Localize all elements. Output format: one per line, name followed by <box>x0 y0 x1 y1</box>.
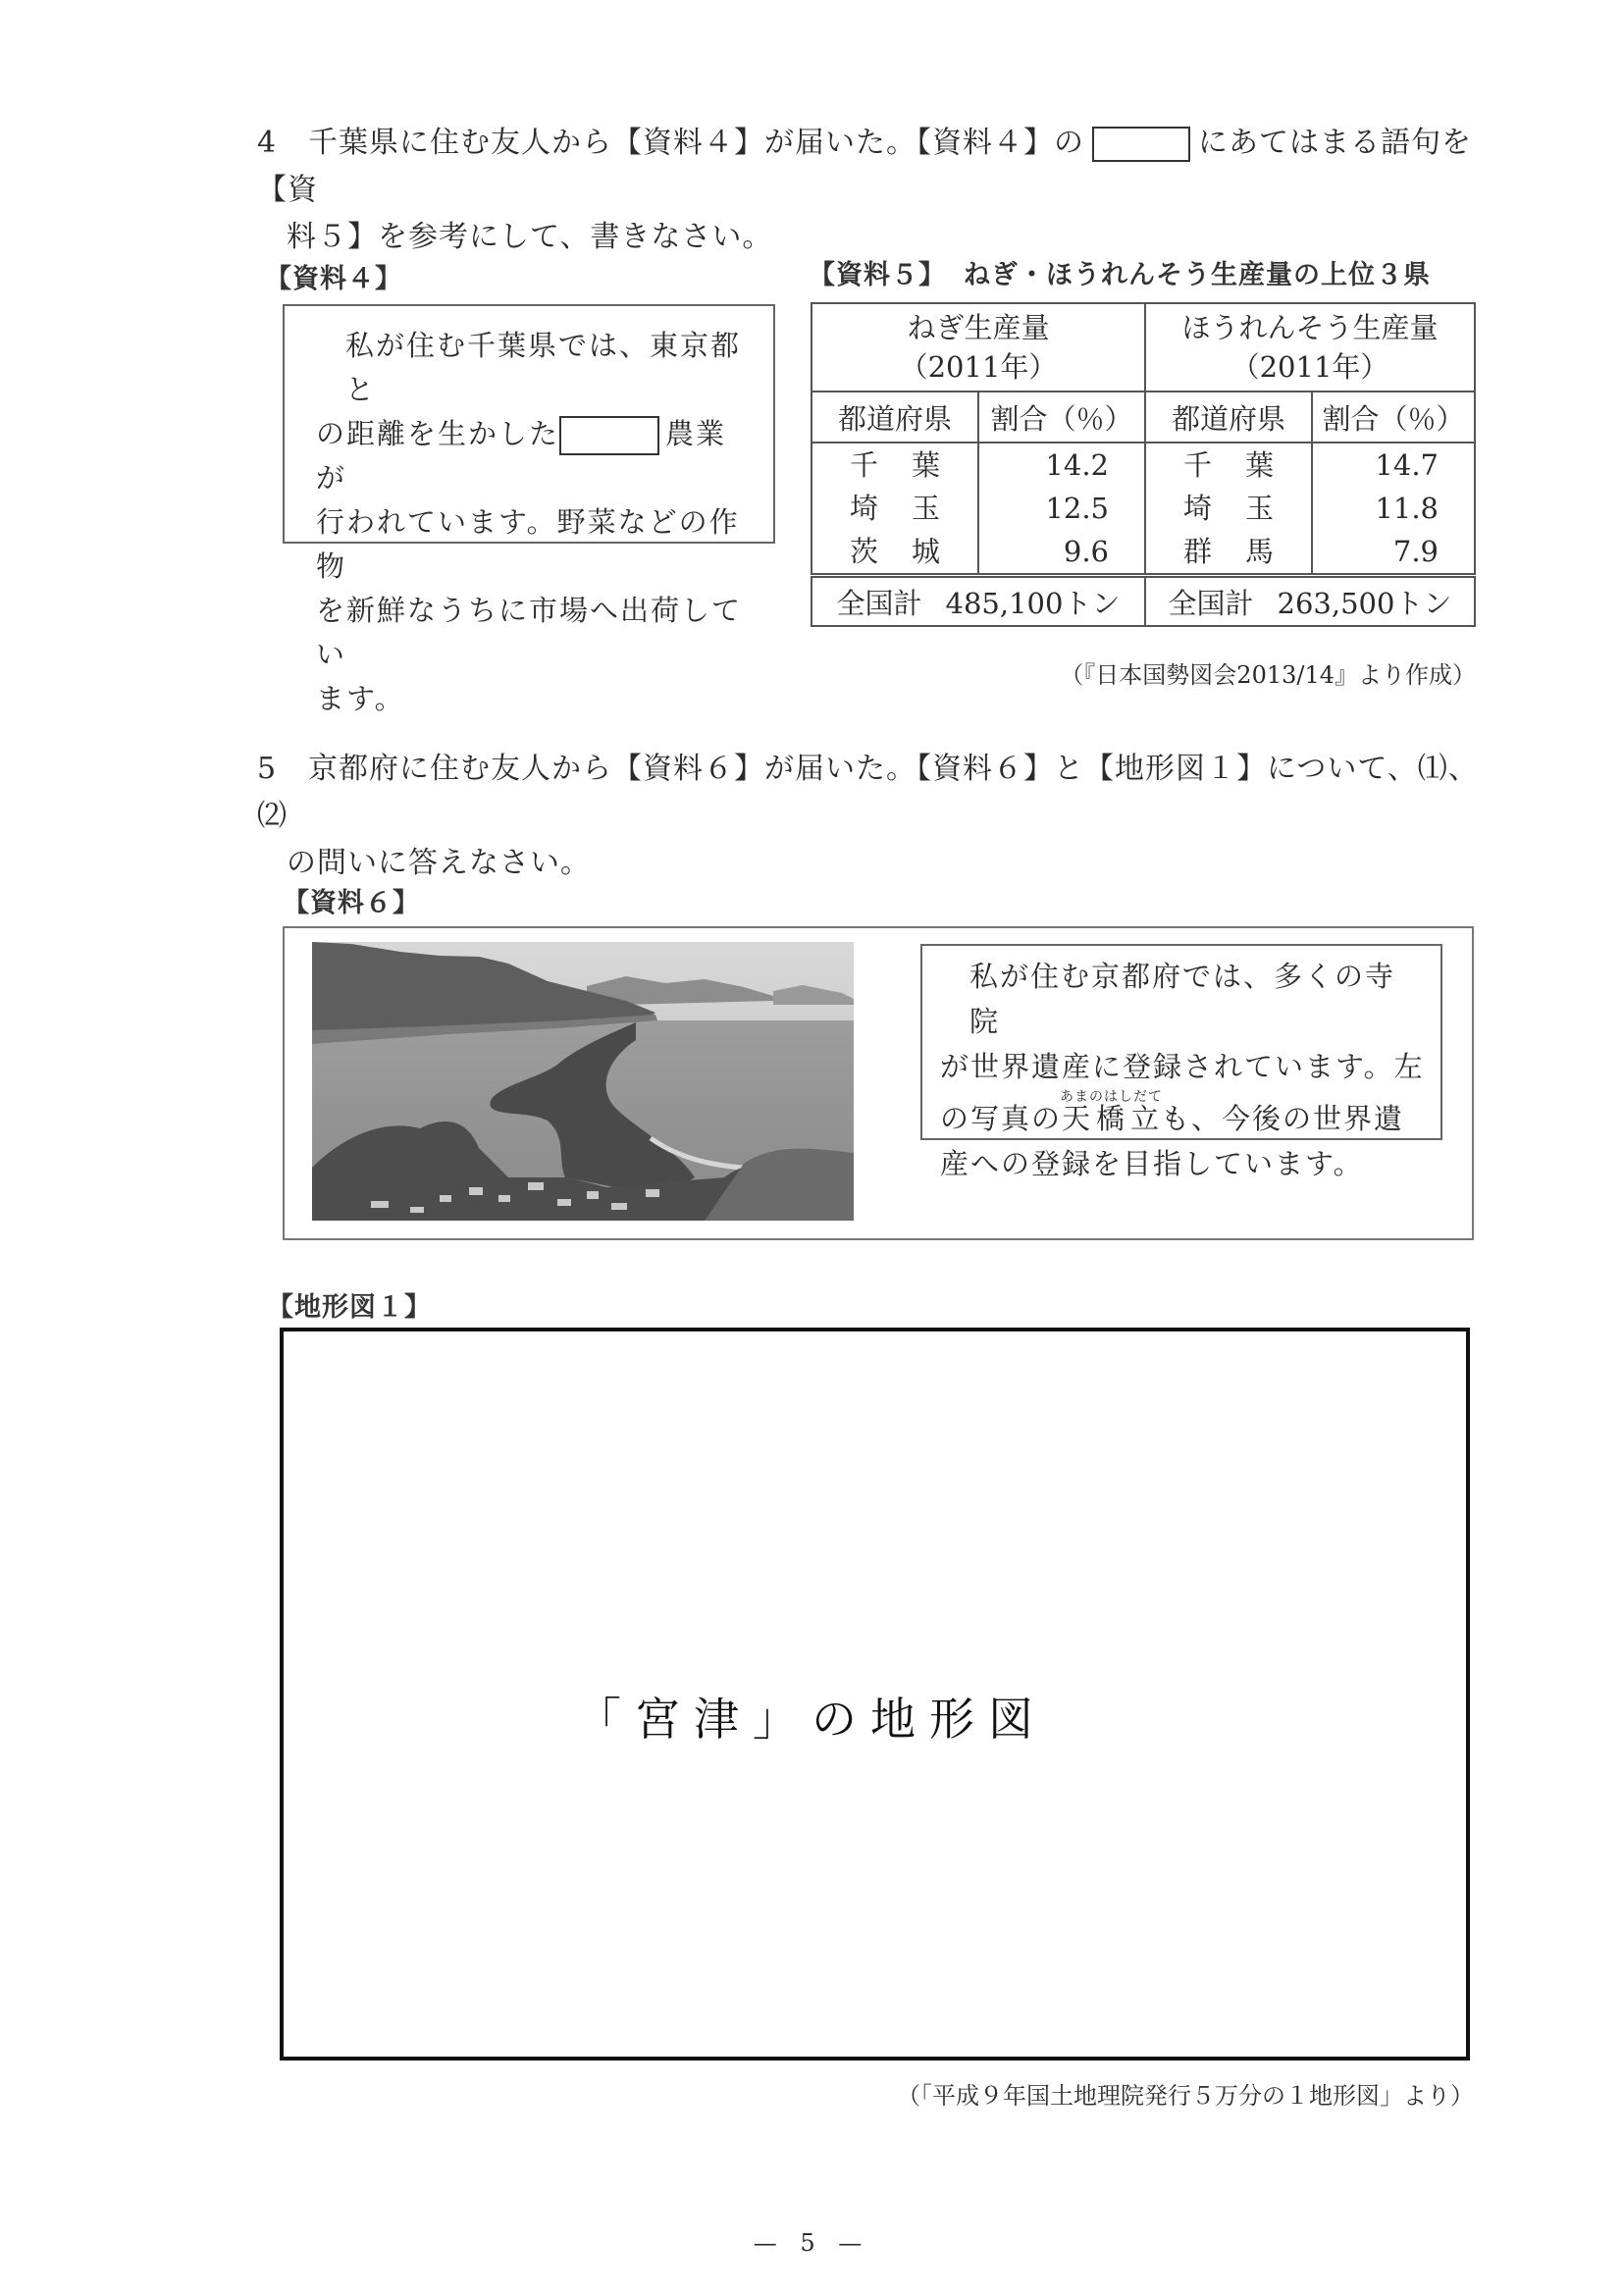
question-text-cont: にあてはまる語句を【資 <box>257 126 1472 207</box>
group-name: ほうれんそう生産量 <box>1181 311 1439 344</box>
question-text-line2: 料５】を参考にして、書きなさい。 <box>287 220 773 254</box>
pct-value: 14.2 <box>1045 448 1109 482</box>
group-year: （2011年） <box>1230 350 1389 384</box>
material-6-label: 【資料６】 <box>283 888 420 918</box>
pct-cell <box>978 443 1145 576</box>
question-text: 京都府に住む友人から【資料６】が届いた。【資料６】と【地形図１】について、⑴、⑵ <box>257 752 1479 833</box>
column-header: 都道府県 <box>812 391 978 443</box>
text-segment: 農業が <box>316 417 727 495</box>
question-4 <box>257 120 1493 261</box>
group-year: （2011年） <box>899 350 1058 384</box>
material-5-heading: ねぎ・ほうれんそう生産量の上位３県 <box>964 260 1431 290</box>
question-text: 千葉県に住む友人から【資料４】が届いた。【資料４】の <box>308 126 1084 160</box>
total-value: 485,100トン <box>945 586 1121 620</box>
text-segment: の距離を生かした <box>316 417 560 450</box>
total-label: 全国計 <box>1168 586 1254 620</box>
pct-value: 9.6 <box>1063 535 1109 568</box>
material-5-label: 【資料５】 <box>809 260 946 290</box>
ruby-base: 天橋立 <box>1060 1102 1164 1135</box>
group-name: ねぎ生産量 <box>907 311 1050 344</box>
pref-name: 茨城 <box>849 535 973 568</box>
pref-name: 埼玉 <box>1182 492 1307 525</box>
group-header <box>1145 303 1475 391</box>
production-table <box>811 302 1476 627</box>
material-4-line: ます。 <box>316 682 405 715</box>
text-segment: も、今後の世界遺 <box>1161 1102 1405 1135</box>
ruby-reading: あまのはしだて <box>1060 1089 1164 1105</box>
material-6-line: 私が住む京都府では、多くの寺院 <box>969 960 1396 1038</box>
answer-blank-box <box>1092 127 1190 162</box>
pref-name: 千葉 <box>849 448 973 482</box>
column-header: 都道府県 <box>1145 391 1312 443</box>
map-caption: 「宮津」の地形図 <box>576 1693 1047 1746</box>
map-1-label: 【地形図１】 <box>267 1292 432 1323</box>
pref-name: 埼玉 <box>849 492 973 525</box>
pref-name: 群馬 <box>1182 535 1307 568</box>
photo-image <box>312 942 854 1221</box>
question-number: 4 <box>257 126 278 160</box>
material-4-line <box>316 412 746 500</box>
material-4-line: を新鮮なうちに市場へ出荷してい <box>316 594 743 671</box>
text-segment: の写真の <box>940 1102 1063 1135</box>
question-5 <box>257 746 1503 887</box>
question-number: 5 <box>257 752 278 786</box>
pct-value: 14.7 <box>1375 448 1439 482</box>
pct-cell <box>1312 443 1475 576</box>
material-6-line: が世界遺産に登録されています。左 <box>940 1050 1425 1083</box>
total-cell <box>812 576 1145 627</box>
material-5-source: （『日本国勢図会2013/14』より作成） <box>1060 661 1476 689</box>
material-5-title <box>809 253 1431 291</box>
total-value: 263,500トン <box>1277 586 1452 620</box>
pct-value: 7.9 <box>1392 535 1439 568</box>
column-header: 割合（％） <box>978 391 1145 443</box>
material-6-line <box>940 1089 1425 1141</box>
amanohashidate-photo <box>312 942 854 1221</box>
pct-value: 11.8 <box>1375 492 1439 525</box>
page-number: — 5 — <box>753 2229 870 2257</box>
map-source: （「平成９年国土地理院発行５万分の１地形図」より） <box>897 2082 1474 2110</box>
column-header: 割合（％） <box>1312 391 1475 443</box>
material-4-line: 私が住む千葉県では、東京都と <box>345 329 742 406</box>
pref-cell <box>1145 443 1312 576</box>
pct-value: 12.5 <box>1045 492 1109 525</box>
total-label: 全国計 <box>836 586 922 620</box>
material-6-text-box <box>920 944 1442 1180</box>
ruby-amanohashidate <box>1060 1089 1164 1135</box>
material-4-label: 【資料４】 <box>265 264 402 294</box>
total-cell <box>1145 576 1475 627</box>
material-4-line: 行われています。野菜などの作物 <box>316 505 740 583</box>
material-4-box <box>283 304 775 715</box>
material-6-line: 産への登録を目指しています。 <box>940 1147 1364 1180</box>
material-4-blank-box <box>559 416 659 455</box>
pref-name: 千葉 <box>1182 448 1307 482</box>
question-text-line2: の問いに答えなさい。 <box>287 846 591 880</box>
pref-cell <box>812 443 978 576</box>
group-header <box>812 303 1145 391</box>
